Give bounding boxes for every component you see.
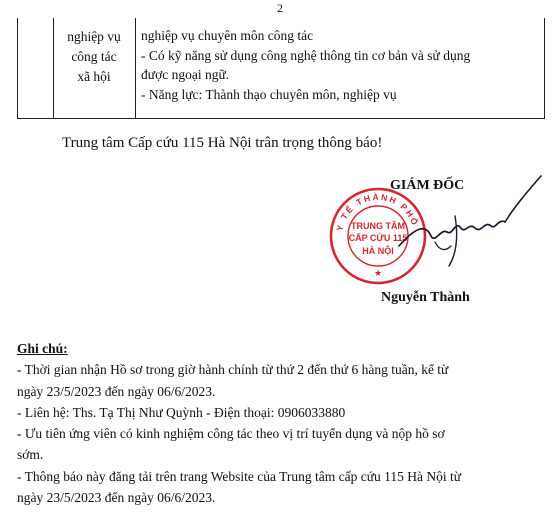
svg-text:TRUNG TÂM: TRUNG TÂM: [351, 221, 405, 231]
note-line: - Liên hệ: Ths. Tạ Thị Như Quỳnh - Điện thoại: 0906033880: [17, 404, 346, 420]
note-line: - Thời gian nhận Hồ sơ trong giờ hành chính từ thứ 2 đến thứ 6 hàng tuần, kể từ: [17, 362, 449, 378]
note-line: sớm.: [17, 447, 44, 463]
page-number: 2: [277, 1, 283, 15]
notes-section: [17, 338, 547, 508]
signer-name: Nguyễn Thành: [381, 290, 470, 305]
requirement-line: - Năng lực: Thành thạo chuyên môn, nghiệp vụ: [141, 86, 397, 102]
requirements-cell: [136, 18, 544, 118]
position-line: xã hội: [77, 69, 111, 84]
requirement-line: - Có kỹ năng sử dụng công nghệ thông tin cơ bản và sử dụng: [141, 47, 471, 63]
requirement-line: được ngoại ngữ.: [141, 67, 230, 82]
announcement: Trung tâm Cấp cứu 115 Hà Nội trân trọng thông báo!: [62, 135, 383, 151]
svg-text:★: ★: [373, 269, 383, 279]
note-line: ngày 23/5/2023 đến ngày 06/6/2023.: [17, 490, 216, 506]
position-cell: [53, 18, 136, 118]
requirements-table: [17, 18, 545, 119]
signature-title: GIÁM ĐỐC: [390, 178, 465, 193]
svg-text:HÀ NỘI: HÀ NỘI: [362, 246, 394, 256]
table-index-cell: [18, 18, 54, 118]
position-line: công tác: [71, 49, 117, 64]
notes-title: Ghi chú:: [17, 341, 68, 356]
position-line: nghiệp vụ: [67, 29, 121, 44]
requirement-line: nghiệp vụ chuyên môn công tác: [141, 28, 314, 43]
handwritten-signature: [395, 170, 545, 270]
note-line: ngày 23/5/2023 đến ngày 06/6/2023.: [17, 383, 216, 399]
note-line: - Thông báo này đăng tải trên trang Website của Trung tâm cấp cứu 115 Hà Nội từ: [17, 468, 462, 484]
svg-text:Y TẾ THÀNH PHỐ: Y TẾ THÀNH PHỐ: [334, 191, 421, 232]
svg-text:CẤP CỨU 115: CẤP CỨU 115: [348, 233, 408, 243]
note-line: - Ưu tiên ứng viên có kinh nghiệm công tác theo vị trí tuyển dụng và nộp hồ sơ: [17, 426, 445, 442]
